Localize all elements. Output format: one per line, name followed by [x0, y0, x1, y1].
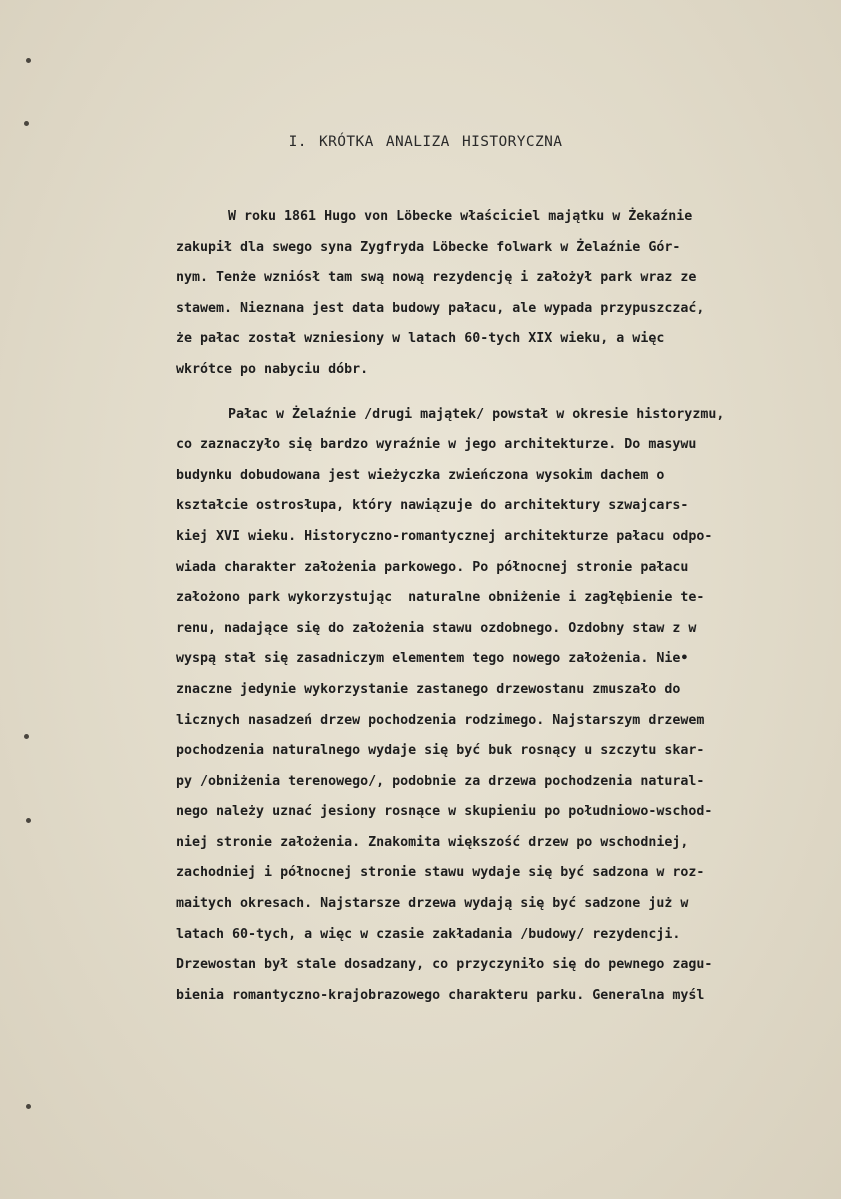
text-line: założono park wykorzystując naturalne obniżenie i zagłębienie te- [176, 590, 705, 606]
text-line: stawem. Nieznana jest data budowy pałacu, ale wypada przypuszczać, [176, 300, 705, 316]
text-line: Drzewostan był stale dosadzany, co przyczyniło się do pewnego zagu- [176, 957, 713, 973]
text-line: licznych nasadzeń drzew pochodzenia rodzimego. Najstarszym drzewem [176, 712, 705, 728]
text-line: renu, nadające się do założenia stawu ozdobnego. Ozdobny staw z w [176, 620, 697, 636]
document-body [176, 202, 776, 1011]
text-line: latach 60-tych, a więc w czasie zakładania /budowy/ rezydencji. [176, 926, 681, 942]
text-line: wkrótce po nabyciu dóbr. [176, 361, 369, 377]
text-line: zachodniej i północnej stronie stawu wydaje się być sadzona w roz- [176, 865, 705, 881]
punch-hole-mark [26, 58, 31, 63]
text-line: maitych okresach. Najstarsze drzewa wydają się być sadzone już w [176, 896, 689, 912]
text-line: nym. Tenże wzniósł tam swą nową rezydencję i założył park wraz ze [176, 270, 697, 286]
text-line: znaczne jedynie wykorzystanie zastanego drzewostanu zmuszało do [176, 681, 681, 697]
text-line: py /obniżenia terenowego/, podobnie za drzewa pochodzenia natural- [176, 773, 705, 789]
punch-hole-mark [24, 121, 29, 126]
punch-hole-mark [26, 818, 31, 823]
text-line: wiada charakter założenia parkowego. Po północnej stronie pałacu [176, 559, 689, 575]
text-line: zakupił dla swego syna Zygfryda Löbecke folwark w Żelaźnie Gór- [176, 239, 681, 255]
punch-hole-mark [24, 734, 29, 739]
text-line: nego należy uznać jesiony rosnące w skupieniu po południowo-wschod- [176, 804, 713, 820]
punch-hole-mark [26, 1104, 31, 1109]
text-line: co zaznaczyło się bardzo wyraźnie w jego architekturze. Do masywu [176, 437, 697, 453]
text-line: niej stronie założenia. Znakomita większość drzew po wschodniej, [176, 834, 689, 850]
document-title: I. KRÓTKA ANALIZA HISTORYCZNA [288, 134, 563, 150]
text-line: wyspą stał się zasadniczym elementem tego nowego założenia. Nie• [176, 651, 689, 667]
text-line: kształcie ostrosłupa, który nawiązuje do architektury szwajcars- [176, 498, 689, 514]
paragraph-2 [176, 400, 776, 1012]
paragraph-1 [176, 202, 776, 386]
text-line: W roku 1861 Hugo von Löbecke właściciel majątku w Żekaźnie [228, 209, 693, 224]
text-line: budynku dobudowana jest wieżyczka zwieńczona wysokim dachem o [176, 467, 665, 483]
text-line: kiej XVI wieku. Historyczno-romantycznej architekturze pałacu odpo- [176, 528, 713, 544]
text-line: bienia romantyczno-krajobrazowego charakteru parku. Generalna myśl [176, 987, 705, 1003]
text-line: Pałac w Żelaźnie /drugi majątek/ powstał w okresie historyzmu, [228, 406, 725, 422]
text-line: pochodzenia naturalnego wydaje się być buk rosnący u szczytu skar- [176, 743, 705, 759]
text-line: że pałac został wzniesiony w latach 60-tych XIX wieku, a więc [176, 331, 665, 347]
